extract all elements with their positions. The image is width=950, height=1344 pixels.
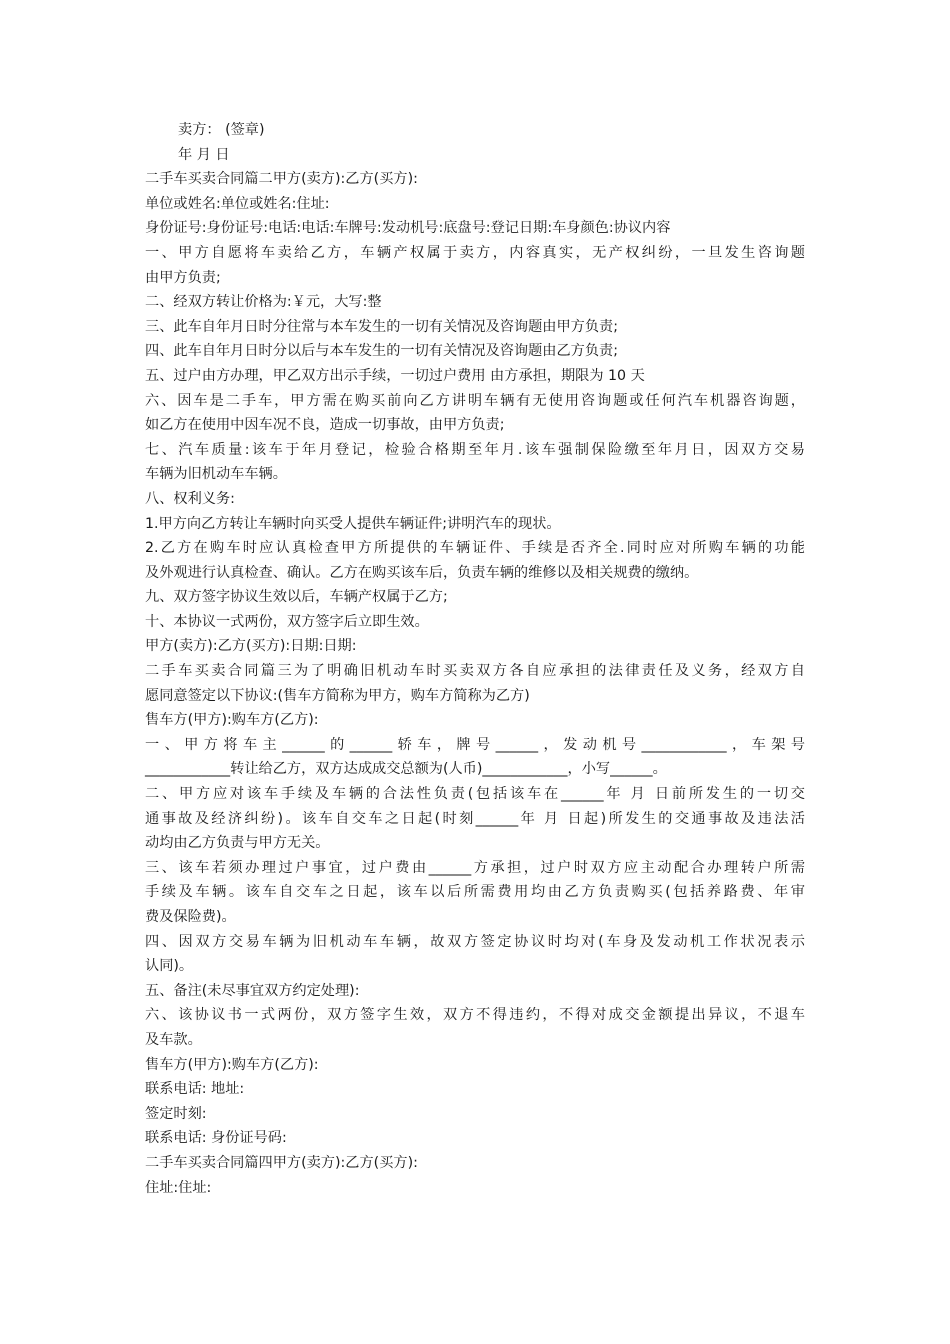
text-line: 七、汽车质量:该车于年月登记，检验合格期至年月.该车强制保险缴至年月日，因双方交易 bbox=[145, 441, 805, 458]
text-line: 费及保险费)。 bbox=[145, 909, 236, 925]
text-line: 车辆为旧机动车车辆。 bbox=[145, 466, 287, 483]
text-line: 签定时刻: bbox=[145, 1105, 207, 1122]
text-line: 单位或姓名:单位或姓名:住址: bbox=[145, 195, 330, 212]
date-line: 年 月 日 bbox=[178, 146, 230, 163]
text-line: 售车方(甲方):购车方(乙方): bbox=[145, 1056, 319, 1073]
text-line: 联系电话: 地址: bbox=[145, 1081, 245, 1098]
text-line: 三、该车若须办理过户事宜，过户费由______方承担，过户时双方应主动配合办理转户所需 bbox=[145, 859, 805, 876]
text-line: 联系电话: 身份证号码: bbox=[145, 1130, 287, 1147]
text-line: 身份证号:身份证号:电话:电话:车牌号:发动机号:底盘号:登记日期:车身颜色:协议内容 bbox=[145, 220, 671, 237]
text-line: 1.甲方向乙方转让车辆时向买受人提供车辆证件;讲明汽车的现状。 bbox=[145, 515, 561, 532]
text-line: 如乙方在使用中因车况不良，造成一切事故，由甲方负责; bbox=[145, 417, 505, 434]
text-line: 四、此车自年月日时分以后与本车发生的一切有关情况及咨询题由乙方负责; bbox=[145, 343, 618, 360]
document-body bbox=[145, 118, 805, 1200]
text-line: 一、甲方自愿将车卖给乙方，车辆产权属于卖方，内容真实，无产权纠纷，一旦发生咨询题 bbox=[145, 244, 805, 261]
text-line: 愿同意签定以下协议:(售车方简称为甲方，购车方简称为乙方) bbox=[145, 687, 530, 704]
text-line: 三、此车自年月日时分往常与本车发生的一切有关情况及咨询题由甲方负责; bbox=[145, 318, 618, 335]
text-line: ____________转让给乙方，双方达成成交总额为(人币)____________，小写______。 bbox=[145, 761, 667, 778]
text-line: 甲方(卖方):乙方(买方):日期:日期: bbox=[145, 638, 357, 655]
contract-4-heading: 二手车买卖合同篇四甲方(卖方):乙方(买方): bbox=[145, 1154, 418, 1171]
text-line: 二、甲方应对该车手续及车辆的合法性负责(包括该车在______年 月 日前所发生的一切交 bbox=[145, 786, 805, 803]
text-line: 及外观进行认真检查、确认。乙方在购买该车后，负责车辆的维修以及相关规费的缴纳。 bbox=[145, 564, 699, 581]
text-line: 四、因双方交易车辆为旧机动车车辆，故双方签定协议时均对(车身及发动机工作状况表示 bbox=[145, 933, 805, 950]
text-line: 十、本协议一式两份，双方签字后立即生效。 bbox=[145, 613, 429, 630]
text-line: 动均由乙方负责与甲方无关。 bbox=[145, 835, 330, 852]
contract-3-heading: 二手车买卖合同篇三为了明确旧机动车时买卖双方各自应承担的法律责任及义务，经双方自 bbox=[145, 663, 805, 680]
seller-signature-line: 卖方： (签章) bbox=[178, 122, 265, 138]
text-line: 住址:住址: bbox=[145, 1179, 212, 1196]
text-line: 六、该协议书一式两份，双方签字生效，双方不得违约，不得对成交金额提出异议，不退车 bbox=[145, 1007, 805, 1024]
text-line: 五、备注(未尽事宜双方约定处理): bbox=[145, 982, 360, 999]
text-line: 九、双方签字协议生效以后，车辆产权属于乙方; bbox=[145, 589, 448, 606]
text-line: 2.乙方在购车时应认真检查甲方所提供的车辆证件、手续是否齐全.同时应对所购车辆的功能 bbox=[145, 540, 805, 557]
text-line: 五、过户由方办理，甲乙双方出示手续，一切过户费用 由方承担，期限为 10 天 bbox=[145, 367, 645, 384]
text-line: 六、因车是二手车，甲方需在购买前向乙方讲明车辆有无使用咨询题或任何汽车机器咨询题， bbox=[145, 392, 805, 409]
text-line: 及车款。 bbox=[145, 1031, 202, 1048]
text-line: 认同)。 bbox=[145, 958, 194, 975]
text-line: 由甲方负责; bbox=[145, 269, 221, 286]
text-line: 售车方(甲方):购车方(乙方): bbox=[145, 712, 319, 729]
text-line: 通事故及经济纠纷)。该车自交车之日起(时刻______年 月 日起)所发生的交通事故及违法活 bbox=[145, 810, 805, 827]
text-line: 一、甲方将车主______的______轿车，牌号______，发动机号____________，车架号 bbox=[145, 736, 805, 753]
text-line: 八、权利义务: bbox=[145, 490, 235, 507]
text-line: 二、经双方转让价格为:￥元，大写:整 bbox=[145, 294, 382, 311]
contract-2-heading: 二手车买卖合同篇二甲方(卖方):乙方(买方): bbox=[145, 171, 418, 188]
text-line: 手续及车辆。该车自交车之日起，该车以后所需费用均由乙方负责购买(包括养路费、年审 bbox=[145, 884, 805, 901]
